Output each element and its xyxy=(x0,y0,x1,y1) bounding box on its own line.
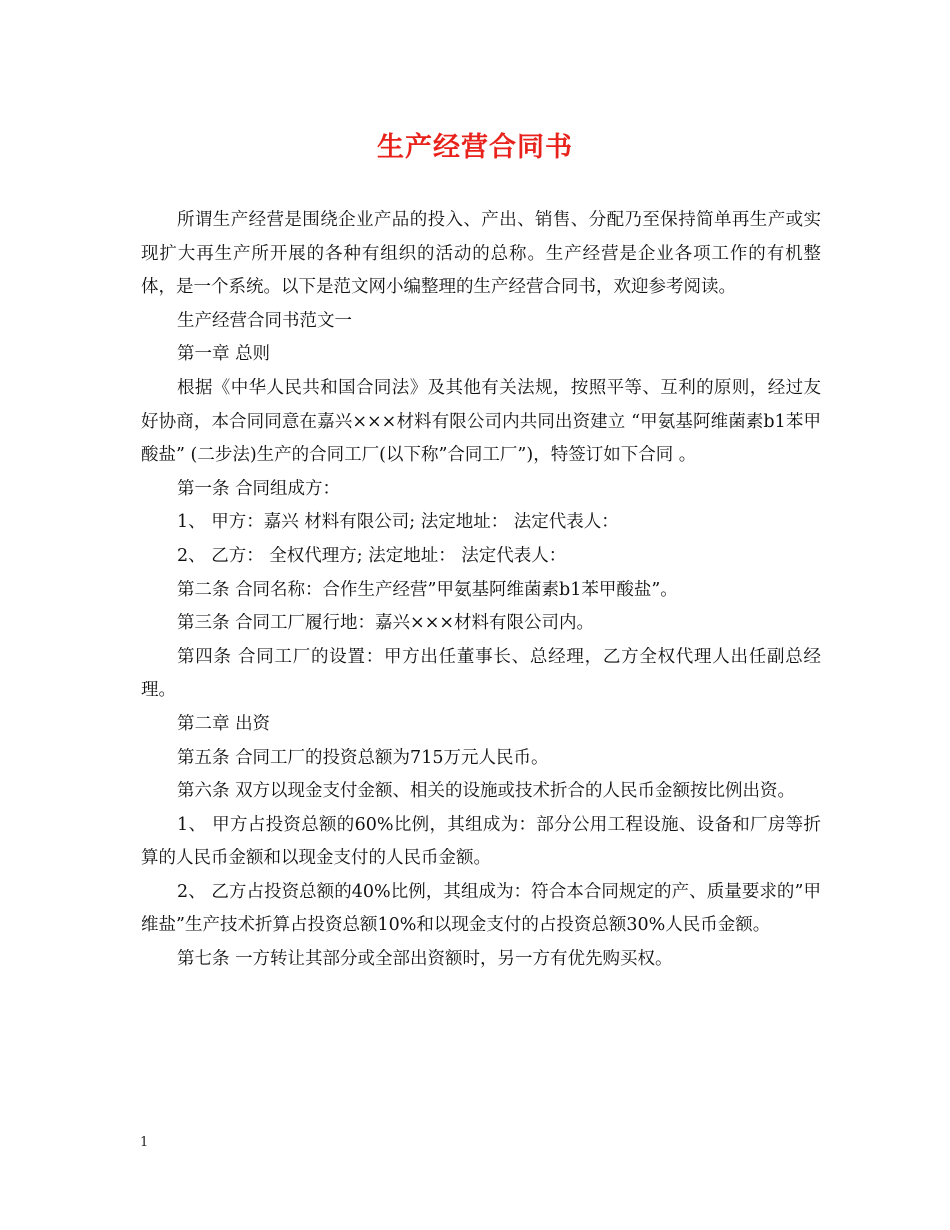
paragraph-sample-heading: 生产经营合同书范文一 xyxy=(177,310,352,331)
article-6: 第六条 双方以现金支付金额、相关的设施或技术折合的人民币金额按比例出资。 xyxy=(177,781,796,802)
paragraph-intro: 所谓生产经营是围绕企业产品的投入、产出、销售、分配乃至保持简单再生产或实现扩大再生产所开展的各种有组织的活动的总称。生产经营是企业各项工作的有机整体，是一个系统。以下是范文网小编整理的生产经营合同书，欢迎参考阅读。 xyxy=(141,210,821,298)
chapter-heading-2: 第二章 出资 xyxy=(177,713,271,734)
article-3: 第三条 合同工厂履行地：嘉兴×××材料有限公司内。 xyxy=(177,613,595,634)
article-2: 第二条 合同名称：合作生产经营”甲氨基阿维菌素b1苯甲酸盐”。 xyxy=(177,579,678,600)
article-5: 第五条 合同工厂的投资总额为715万元人民币。 xyxy=(177,747,549,768)
article-7: 第七条 一方转让其部分或全部出资额时，另一方有优先购买权。 xyxy=(177,949,673,970)
document-body xyxy=(141,204,821,977)
article-1-item-2: 2、 乙方： 全权代理方; 法定地址： 法定代表人： xyxy=(177,545,567,566)
paragraph-preamble: 根据《中华人民共和国合同法》及其他有关法规，按照平等、互利的原则，经过友好协商，本合同同意在嘉兴×××材料有限公司内共同出资建立 “甲氨基阿维菌素b1苯甲酸盐” (二步法)生产的合同工厂(以下称”合同工厂”)，特签订如下合同 。 xyxy=(141,377,821,466)
page-number: 1 xyxy=(140,1135,149,1150)
article-1-item-1: 1、 甲方：嘉兴 材料有限公司; 法定地址： 法定代表人： xyxy=(177,512,619,533)
document-title: 生产经营合同书 xyxy=(377,132,573,163)
article-6-item-2: 2、 乙方占投资总额的40%比例，其组成为：符合本合同规定的产、质量要求的”甲维盐”生产技术折算占投资总额10%和以现金支付的占投资总额30%人民币金额。 xyxy=(141,881,821,936)
article-4: 第四条 合同工厂的设置：甲方出任董事长、总经理，乙方全权代理人出任副总经理。 xyxy=(141,646,821,701)
chapter-heading-1: 第一章 总则 xyxy=(177,344,271,365)
article-6-item-1: 1、 甲方占投资总额的60%比例，其组成为：部分公用工程设施、设备和厂房等折算的人民币金额和以现金支付的人民币金额。 xyxy=(141,814,821,869)
article-1: 第一条 合同组成方： xyxy=(177,478,341,499)
